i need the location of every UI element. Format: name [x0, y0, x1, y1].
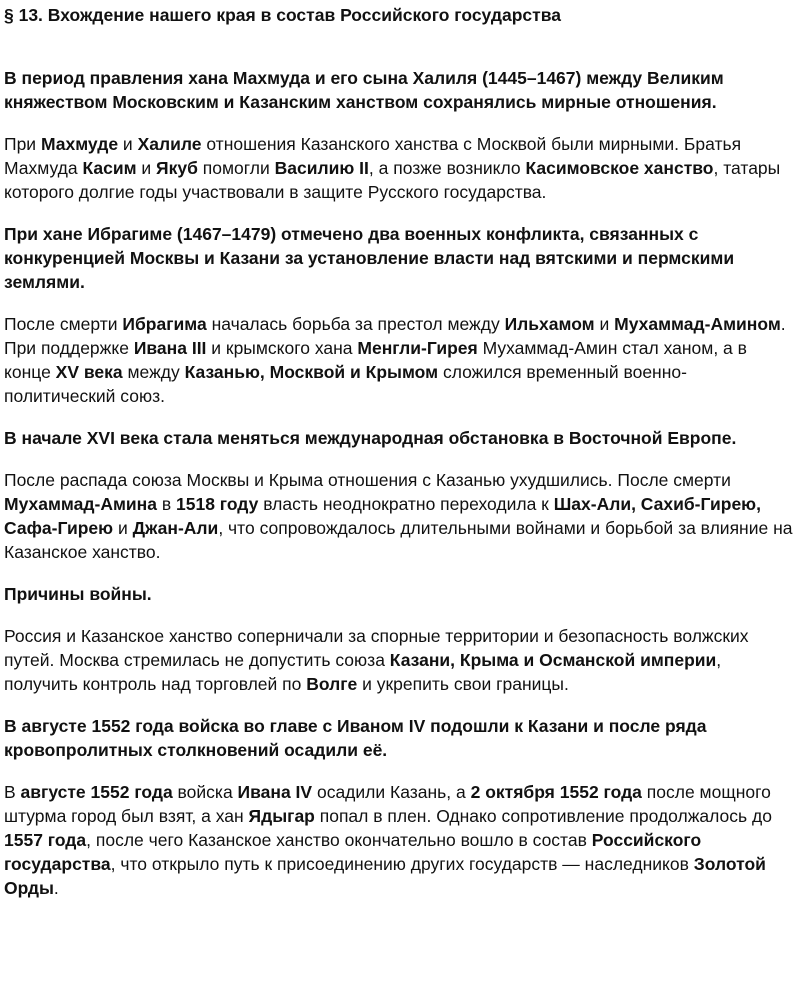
section-1: [4, 66, 794, 204]
bold-term: Казанью, Москвой и Крымом: [184, 362, 439, 382]
bold-term: Ивана IV: [237, 782, 313, 802]
text-run: .: [53, 878, 59, 898]
bold-term: Василию II: [274, 158, 369, 178]
text-run: После распада союза Москвы и Крыма отношения с Казанью ухудшились. После смерти: [4, 470, 731, 490]
text-run: Россия и Казанское ханство соперничали за спорные территории и безопасность волжских путей. Москва стремилась не допустить союза: [4, 626, 749, 670]
bold-term: Казани, Крыма и Османской империи: [389, 650, 717, 670]
bold-term: Ядыгар: [248, 806, 315, 826]
bold-term: Джан-Али: [132, 518, 219, 538]
bold-term: Менгли-Гирея: [357, 338, 478, 358]
bold-term: Ивана III: [133, 338, 207, 358]
text-run: и: [113, 518, 133, 538]
text-run: и укрепить свои границы.: [357, 674, 569, 694]
bold-term: 1557 года: [4, 830, 87, 850]
text-run: между: [122, 362, 185, 382]
section-5: [4, 714, 794, 900]
section-paragraph: [4, 780, 794, 900]
text-run: после мощного штурма город был взят, а хан: [4, 782, 771, 826]
text-run: Мухаммад-Амин стал ханом, а в конце: [4, 338, 747, 382]
section-heading: В августе 1552 года войска во главе с Иваном IV подошли к Казани и после ряда кровопролитных столкновений осадили её.: [4, 716, 707, 760]
text-run: В: [4, 782, 21, 802]
bold-term: Волге: [306, 674, 358, 694]
bold-term: 2 октября 1552 года: [470, 782, 642, 802]
section-heading: При хане Ибрагиме (1467–1479) отмечено два военных конфликта, связанных с конкуренцией Москвы и Казани за установление власти над вятскими и пермскими землями.: [4, 224, 735, 292]
text-run: в: [156, 494, 176, 514]
bold-term: Шах-Али, Сахиб-Гирею, Сафа-Гирею: [4, 494, 761, 538]
text-run: началась борьба за престол между: [206, 314, 505, 334]
text-run: При: [4, 134, 41, 154]
text-run: осадили Казань, а: [312, 782, 471, 802]
text-run: и крымского хана: [206, 338, 358, 358]
text-run: , что открыло путь к присоединению других государств — наследников: [110, 854, 694, 874]
text-run: помогли: [197, 158, 275, 178]
section-heading: В начале XVI века стала меняться международная обстановка в Восточной Европе.: [4, 428, 737, 448]
bold-term: Золотой Орды: [4, 854, 766, 898]
section-paragraph: [4, 468, 794, 564]
section-heading: Причины войны.: [4, 584, 152, 604]
bold-term: августе 1552 года: [20, 782, 173, 802]
bold-term: Российского государства: [4, 830, 702, 874]
text-run: , после чего Казанское ханство окончательно вошло в состав: [86, 830, 592, 850]
text-run: и: [594, 314, 615, 334]
text-run: попал в плен. Однако сопротивление продолжалось до: [314, 806, 772, 826]
bold-term: Касим: [82, 158, 137, 178]
bold-term: 1518 году: [176, 494, 259, 514]
text-run: войска: [172, 782, 238, 802]
section-heading: В период правления хана Махмуда и его сына Халиля (1445–1467) между Великим княжеством Московским и Казанским ханством сохранялись мирные отношения.: [4, 68, 724, 112]
text-run: сложился временный военно-политический союз.: [4, 362, 687, 406]
bold-term: Касимовское ханство: [525, 158, 714, 178]
section-3: [4, 426, 794, 564]
text-run: . При поддержке: [4, 314, 786, 358]
section-2: [4, 222, 794, 408]
text-run: , татары которого долгие годы участвовали в защите Русского государства.: [4, 158, 781, 202]
text-run: , получить контроль над торговлей по: [4, 650, 722, 694]
section-paragraph: [4, 132, 794, 204]
text-run: , что сопровождалось длительными войнами и борьбой за влияние на Казанское ханство.: [4, 518, 793, 562]
bold-term: XV века: [55, 362, 123, 382]
text-run: и: [136, 158, 157, 178]
text-run: власть неоднократно переходила к: [258, 494, 554, 514]
bold-term: Халиле: [137, 134, 202, 154]
section-paragraph: [4, 624, 794, 696]
bold-term: Мухаммад-Амина: [4, 494, 157, 514]
text-run: , а позже возникло: [368, 158, 526, 178]
bold-term: Мухаммад-Амином: [614, 314, 781, 334]
text-run: и: [118, 134, 138, 154]
bold-term: Ильхамом: [504, 314, 595, 334]
bold-term: Ибрагима: [122, 314, 207, 334]
text-run: отношения Казанского ханства с Москвой были мирными. Братья Махмуда: [4, 134, 742, 178]
bold-term: Махмуде: [40, 134, 119, 154]
document-title: § 13. Вхождение нашего края в состав Российского государства: [4, 5, 561, 25]
bold-term: Якуб: [156, 158, 198, 178]
section-4: [4, 582, 794, 696]
section-paragraph: [4, 312, 794, 408]
text-run: После смерти: [4, 314, 123, 334]
